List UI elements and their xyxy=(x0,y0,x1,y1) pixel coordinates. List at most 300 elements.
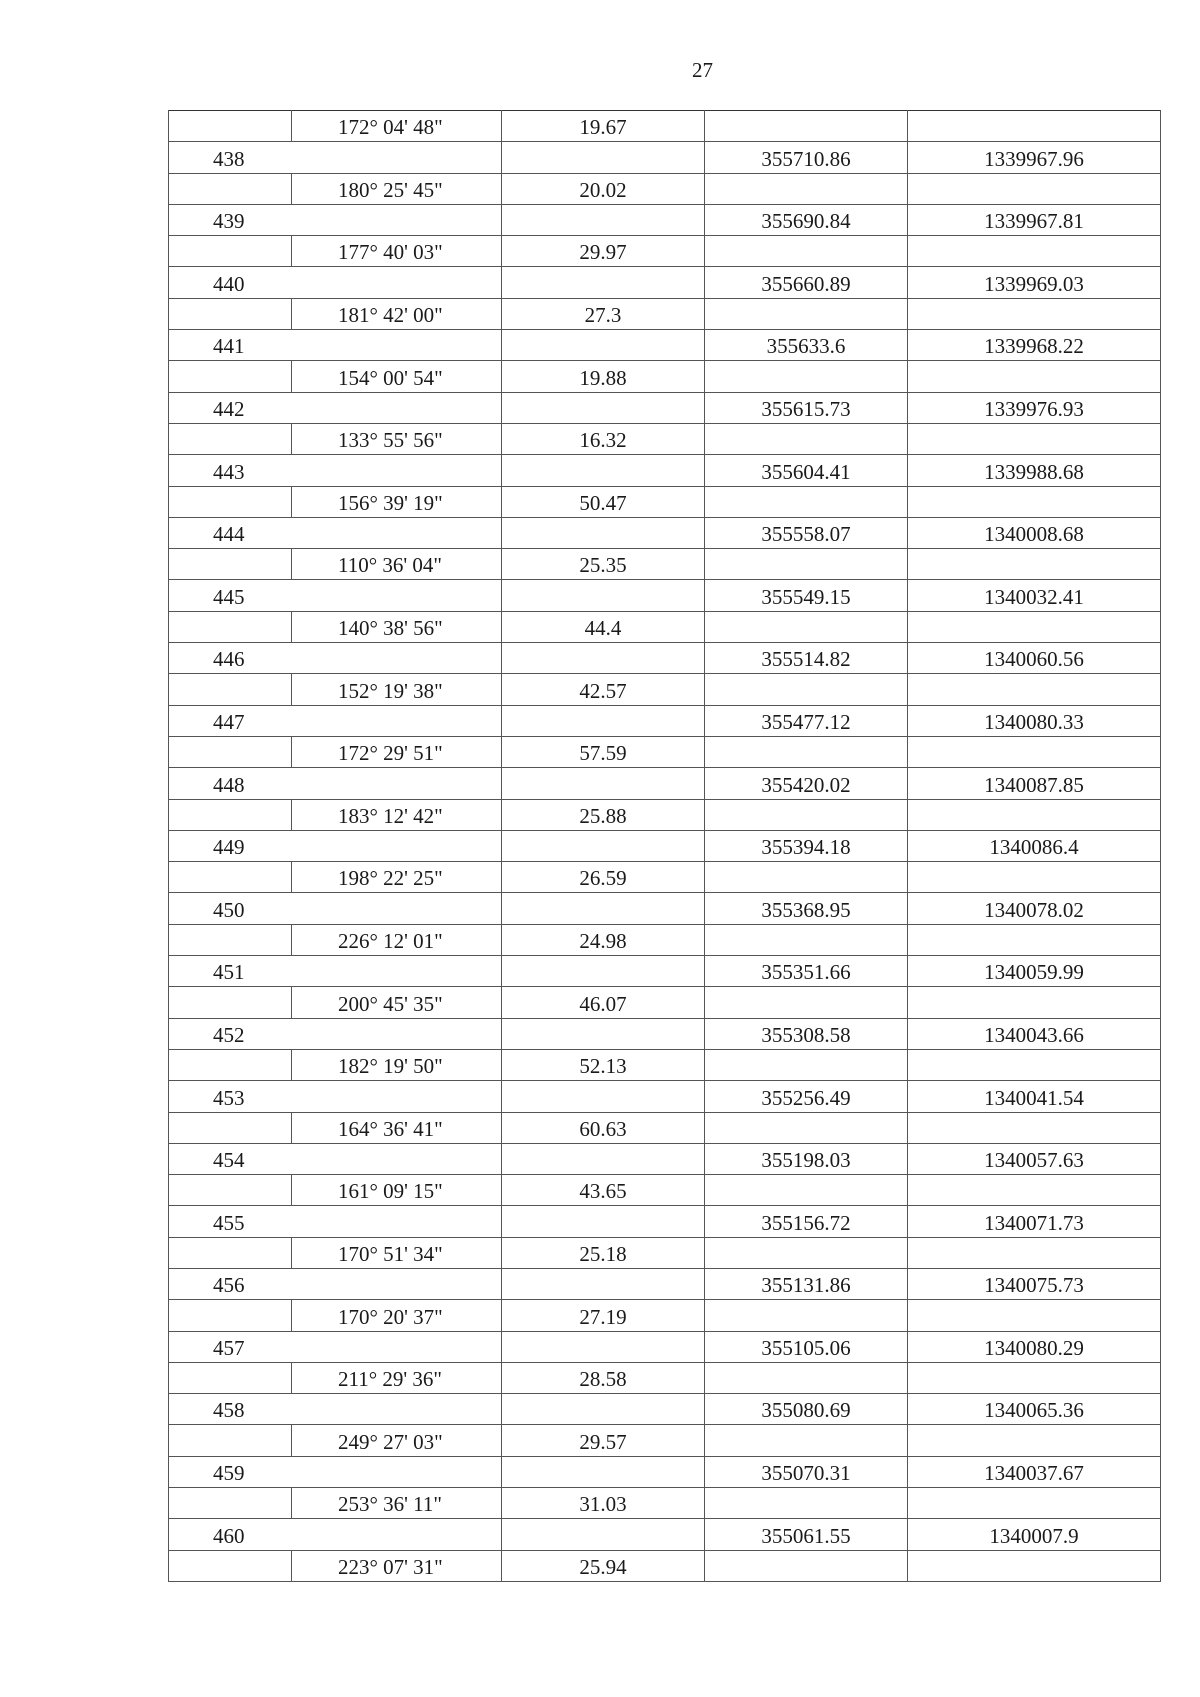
distance-cell xyxy=(502,768,705,799)
bearing-text: 223° 07' 31" xyxy=(338,1554,443,1579)
segment-row xyxy=(169,486,1161,517)
point-id-text: 442 xyxy=(213,396,245,421)
distance-cell xyxy=(502,517,705,548)
survey-coordinates-table xyxy=(168,110,1161,1582)
bearing-cell xyxy=(292,1394,502,1425)
x-coordinate-cell xyxy=(705,674,908,705)
point-row xyxy=(169,956,1161,987)
y-coordinate-text: 1340071.73 xyxy=(984,1210,1084,1235)
segment-row xyxy=(169,549,1161,580)
bearing-text: 170° 20' 37" xyxy=(338,1304,443,1329)
segment-row xyxy=(169,1550,1161,1581)
point-id-cell xyxy=(169,361,292,392)
point-id-text: 458 xyxy=(213,1398,245,1423)
distance-cell xyxy=(502,643,705,674)
distance-cell xyxy=(502,173,705,204)
bearing-cell xyxy=(292,1550,502,1581)
bearing-cell xyxy=(292,1112,502,1143)
y-coordinate-text: 1340041.54 xyxy=(984,1085,1084,1110)
bearing-cell xyxy=(292,236,502,267)
y-coordinate-cell xyxy=(908,1049,1161,1080)
x-coordinate-cell xyxy=(705,1049,908,1080)
point-id-cell xyxy=(169,643,292,674)
distance-text: 50.47 xyxy=(579,490,627,515)
x-coordinate-cell xyxy=(705,1206,908,1237)
x-coordinate-cell xyxy=(705,267,908,298)
point-row xyxy=(169,768,1161,799)
segment-row xyxy=(169,611,1161,642)
x-coordinate-cell xyxy=(705,1550,908,1581)
x-coordinate-cell xyxy=(705,1425,908,1456)
distance-cell xyxy=(502,1237,705,1268)
x-coordinate-text: 355308.58 xyxy=(761,1022,851,1047)
x-coordinate-cell xyxy=(705,1081,908,1112)
point-id-text: 445 xyxy=(213,584,245,609)
distance-cell xyxy=(502,611,705,642)
point-id-text: 443 xyxy=(213,459,245,484)
distance-cell xyxy=(502,736,705,767)
point-row xyxy=(169,580,1161,611)
y-coordinate-cell xyxy=(908,549,1161,580)
distance-text: 25.35 xyxy=(579,553,627,578)
distance-cell xyxy=(502,1394,705,1425)
y-coordinate-cell xyxy=(908,111,1161,142)
distance-text: 44.4 xyxy=(584,616,622,641)
point-id-text: 440 xyxy=(213,271,245,296)
point-id-text: 451 xyxy=(213,960,245,985)
point-id-cell xyxy=(169,1488,292,1519)
point-id-cell xyxy=(169,987,292,1018)
x-coordinate-cell xyxy=(705,236,908,267)
x-coordinate-cell xyxy=(705,142,908,173)
y-coordinate-text: 1340057.63 xyxy=(984,1148,1084,1173)
y-coordinate-cell xyxy=(908,580,1161,611)
segment-row xyxy=(169,924,1161,955)
x-coordinate-cell xyxy=(705,1112,908,1143)
distance-cell xyxy=(502,1519,705,1550)
bearing-cell xyxy=(292,1519,502,1550)
y-coordinate-cell xyxy=(908,987,1161,1018)
y-coordinate-cell xyxy=(908,142,1161,173)
point-id-text: 455 xyxy=(213,1210,245,1235)
point-row xyxy=(169,517,1161,548)
x-coordinate-text: 355394.18 xyxy=(761,835,851,860)
point-row xyxy=(169,705,1161,736)
y-coordinate-cell xyxy=(908,705,1161,736)
distance-text: 20.02 xyxy=(579,177,627,202)
point-id-cell xyxy=(169,1112,292,1143)
bearing-text: 172° 29' 51" xyxy=(338,741,443,766)
y-coordinate-cell xyxy=(908,1300,1161,1331)
y-coordinate-cell xyxy=(908,1206,1161,1237)
y-coordinate-cell xyxy=(908,643,1161,674)
distance-cell xyxy=(502,1425,705,1456)
point-id-text: 438 xyxy=(213,146,245,171)
distance-text: 31.03 xyxy=(579,1492,627,1517)
point-id-cell xyxy=(169,1456,292,1487)
x-coordinate-cell xyxy=(705,705,908,736)
x-coordinate-cell xyxy=(705,736,908,767)
point-id-text: 444 xyxy=(213,522,245,547)
bearing-cell xyxy=(292,486,502,517)
bearing-text: 183° 12' 42" xyxy=(338,803,443,828)
y-coordinate-text: 1339967.96 xyxy=(984,146,1084,171)
x-coordinate-text: 355477.12 xyxy=(761,709,851,734)
x-coordinate-text: 355710.86 xyxy=(761,146,851,171)
distance-cell xyxy=(502,1143,705,1174)
point-id-cell xyxy=(169,830,292,861)
segment-row xyxy=(169,1362,1161,1393)
point-id-cell xyxy=(169,1550,292,1581)
x-coordinate-text: 355615.73 xyxy=(761,396,851,421)
bearing-cell xyxy=(292,423,502,454)
bearing-cell xyxy=(292,705,502,736)
y-coordinate-cell xyxy=(908,392,1161,423)
distance-text: 25.94 xyxy=(579,1554,627,1579)
y-coordinate-cell xyxy=(908,361,1161,392)
segment-row xyxy=(169,1237,1161,1268)
segment-row xyxy=(169,361,1161,392)
y-coordinate-text: 1340059.99 xyxy=(984,960,1084,985)
distance-text: 29.57 xyxy=(579,1429,627,1454)
point-id-cell xyxy=(169,236,292,267)
point-id-text: 450 xyxy=(213,897,245,922)
distance-cell xyxy=(502,455,705,486)
x-coordinate-text: 355558.07 xyxy=(761,522,851,547)
y-coordinate-cell xyxy=(908,330,1161,361)
x-coordinate-text: 355061.55 xyxy=(761,1523,851,1548)
x-coordinate-cell xyxy=(705,298,908,329)
distance-cell xyxy=(502,1268,705,1299)
x-coordinate-cell xyxy=(705,862,908,893)
y-coordinate-cell xyxy=(908,893,1161,924)
point-id-cell xyxy=(169,111,292,142)
segment-row xyxy=(169,1488,1161,1519)
point-id-cell xyxy=(169,1206,292,1237)
bearing-text: 200° 45' 35" xyxy=(338,991,443,1016)
point-id-cell xyxy=(169,1394,292,1425)
x-coordinate-cell xyxy=(705,173,908,204)
distance-cell xyxy=(502,674,705,705)
y-coordinate-text: 1340080.29 xyxy=(984,1335,1084,1360)
point-row xyxy=(169,893,1161,924)
distance-text: 16.32 xyxy=(579,428,627,453)
bearing-text: 253° 36' 11" xyxy=(338,1492,442,1517)
y-coordinate-cell xyxy=(908,1268,1161,1299)
point-id-text: 447 xyxy=(213,709,245,734)
distance-cell xyxy=(502,830,705,861)
point-row xyxy=(169,1206,1161,1237)
distance-cell xyxy=(502,330,705,361)
y-coordinate-cell xyxy=(908,1394,1161,1425)
x-coordinate-cell xyxy=(705,423,908,454)
x-coordinate-cell xyxy=(705,987,908,1018)
distance-cell xyxy=(502,1550,705,1581)
y-coordinate-text: 1340087.85 xyxy=(984,772,1084,797)
x-coordinate-cell xyxy=(705,1300,908,1331)
bearing-cell xyxy=(292,1237,502,1268)
distance-cell xyxy=(502,1112,705,1143)
x-coordinate-text: 355351.66 xyxy=(761,960,851,985)
segment-row xyxy=(169,236,1161,267)
bearing-cell xyxy=(292,1143,502,1174)
bearing-cell xyxy=(292,330,502,361)
bearing-cell xyxy=(292,204,502,235)
distance-cell xyxy=(502,1206,705,1237)
point-id-cell xyxy=(169,423,292,454)
y-coordinate-cell xyxy=(908,1331,1161,1362)
x-coordinate-text: 355604.41 xyxy=(761,459,851,484)
point-id-cell xyxy=(169,1237,292,1268)
distance-cell xyxy=(502,111,705,142)
point-id-cell xyxy=(169,862,292,893)
distance-text: 27.3 xyxy=(584,303,622,328)
bearing-text: 110° 36' 04" xyxy=(338,553,442,578)
x-coordinate-cell xyxy=(705,1175,908,1206)
x-coordinate-text: 355549.15 xyxy=(761,584,851,609)
distance-text: 57.59 xyxy=(579,741,627,766)
x-coordinate-text: 355156.72 xyxy=(761,1210,851,1235)
segment-row xyxy=(169,736,1161,767)
y-coordinate-cell xyxy=(908,1519,1161,1550)
x-coordinate-cell xyxy=(705,799,908,830)
point-row xyxy=(169,204,1161,235)
point-row xyxy=(169,1081,1161,1112)
x-coordinate-cell xyxy=(705,1018,908,1049)
bearing-cell xyxy=(292,580,502,611)
x-coordinate-text: 355198.03 xyxy=(761,1148,851,1173)
bearing-cell xyxy=(292,173,502,204)
distance-text: 26.59 xyxy=(579,866,627,891)
point-id-text: 439 xyxy=(213,209,245,234)
distance-text: 25.18 xyxy=(579,1241,627,1266)
segment-row xyxy=(169,111,1161,142)
distance-cell xyxy=(502,1488,705,1519)
distance-text: 27.19 xyxy=(579,1304,627,1329)
bearing-cell xyxy=(292,768,502,799)
point-id-cell xyxy=(169,799,292,830)
y-coordinate-text: 1340080.33 xyxy=(984,709,1084,734)
y-coordinate-cell xyxy=(908,1362,1161,1393)
y-coordinate-text: 1340086.4 xyxy=(989,835,1079,860)
point-id-text: 452 xyxy=(213,1022,245,1047)
bearing-cell xyxy=(292,549,502,580)
distance-text: 43.65 xyxy=(579,1179,627,1204)
y-coordinate-cell xyxy=(908,236,1161,267)
y-coordinate-cell xyxy=(908,486,1161,517)
y-coordinate-text: 1340037.67 xyxy=(984,1461,1084,1486)
bearing-text: 182° 19' 50" xyxy=(338,1054,443,1079)
distance-cell xyxy=(502,267,705,298)
bearing-text: 170° 51' 34" xyxy=(338,1241,443,1266)
x-coordinate-cell xyxy=(705,1394,908,1425)
bearing-cell xyxy=(292,1300,502,1331)
y-coordinate-cell xyxy=(908,204,1161,235)
distance-text: 24.98 xyxy=(579,929,627,954)
y-coordinate-cell xyxy=(908,1488,1161,1519)
x-coordinate-text: 355080.69 xyxy=(761,1398,851,1423)
distance-cell xyxy=(502,392,705,423)
bearing-cell xyxy=(292,643,502,674)
x-coordinate-cell xyxy=(705,1268,908,1299)
distance-text: 60.63 xyxy=(579,1116,627,1141)
distance-cell xyxy=(502,1018,705,1049)
distance-cell xyxy=(502,361,705,392)
y-coordinate-cell xyxy=(908,423,1161,454)
bearing-cell xyxy=(292,142,502,173)
page-number: 27 xyxy=(692,58,713,82)
segment-row xyxy=(169,1175,1161,1206)
x-coordinate-text: 355070.31 xyxy=(761,1461,851,1486)
point-id-cell xyxy=(169,267,292,298)
x-coordinate-cell xyxy=(705,517,908,548)
bearing-cell xyxy=(292,1268,502,1299)
point-id-cell xyxy=(169,1175,292,1206)
bearing-cell xyxy=(292,267,502,298)
y-coordinate-cell xyxy=(908,830,1161,861)
point-id-cell xyxy=(169,517,292,548)
y-coordinate-cell xyxy=(908,956,1161,987)
distance-cell xyxy=(502,862,705,893)
bearing-cell xyxy=(292,298,502,329)
segment-row xyxy=(169,799,1161,830)
y-coordinate-text: 1340007.9 xyxy=(989,1523,1079,1548)
point-id-cell xyxy=(169,768,292,799)
distance-cell xyxy=(502,1456,705,1487)
bearing-cell xyxy=(292,1331,502,1362)
point-id-cell xyxy=(169,1331,292,1362)
y-coordinate-text: 1340065.36 xyxy=(984,1398,1084,1423)
y-coordinate-cell xyxy=(908,1237,1161,1268)
y-coordinate-cell xyxy=(908,1550,1161,1581)
bearing-text: 177° 40' 03" xyxy=(338,240,443,265)
bearing-text: 226° 12' 01" xyxy=(338,929,443,954)
segment-row xyxy=(169,1425,1161,1456)
distance-cell xyxy=(502,924,705,955)
x-coordinate-cell xyxy=(705,361,908,392)
point-row xyxy=(169,330,1161,361)
point-id-cell xyxy=(169,956,292,987)
y-coordinate-cell xyxy=(908,517,1161,548)
point-row xyxy=(169,643,1161,674)
y-coordinate-text: 1339976.93 xyxy=(984,396,1084,421)
y-coordinate-cell xyxy=(908,611,1161,642)
x-coordinate-text: 355420.02 xyxy=(761,772,851,797)
point-id-text: 446 xyxy=(213,647,245,672)
point-row xyxy=(169,392,1161,423)
distance-text: 46.07 xyxy=(579,991,627,1016)
bearing-text: 211° 29' 36" xyxy=(338,1367,442,1392)
y-coordinate-text: 1340078.02 xyxy=(984,897,1084,922)
point-id-cell xyxy=(169,674,292,705)
y-coordinate-cell xyxy=(908,862,1161,893)
x-coordinate-cell xyxy=(705,1237,908,1268)
distance-cell xyxy=(502,1049,705,1080)
point-id-text: 448 xyxy=(213,772,245,797)
segment-row xyxy=(169,862,1161,893)
y-coordinate-text: 1340008.68 xyxy=(984,522,1084,547)
x-coordinate-cell xyxy=(705,1331,908,1362)
point-id-cell xyxy=(169,330,292,361)
point-id-cell xyxy=(169,736,292,767)
point-id-text: 460 xyxy=(213,1523,245,1548)
segment-row xyxy=(169,1300,1161,1331)
y-coordinate-cell xyxy=(908,1456,1161,1487)
bearing-cell xyxy=(292,1206,502,1237)
x-coordinate-cell xyxy=(705,893,908,924)
point-id-text: 456 xyxy=(213,1273,245,1298)
distance-text: 29.97 xyxy=(579,240,627,265)
bearing-cell xyxy=(292,1488,502,1519)
distance-cell xyxy=(502,580,705,611)
bearing-text: 249° 27' 03" xyxy=(338,1429,443,1454)
distance-cell xyxy=(502,705,705,736)
x-coordinate-cell xyxy=(705,924,908,955)
distance-cell xyxy=(502,799,705,830)
distance-cell xyxy=(502,1300,705,1331)
point-id-cell xyxy=(169,1081,292,1112)
bearing-cell xyxy=(292,1081,502,1112)
x-coordinate-text: 355256.49 xyxy=(761,1085,851,1110)
point-id-cell xyxy=(169,142,292,173)
distance-cell xyxy=(502,1081,705,1112)
point-id-text: 449 xyxy=(213,835,245,860)
distance-cell xyxy=(502,549,705,580)
segment-row xyxy=(169,674,1161,705)
distance-cell xyxy=(502,1362,705,1393)
bearing-cell xyxy=(292,1049,502,1080)
bearing-cell xyxy=(292,956,502,987)
bearing-cell xyxy=(292,1456,502,1487)
bearing-text: 140° 38' 56" xyxy=(338,616,443,641)
segment-row xyxy=(169,1049,1161,1080)
point-row xyxy=(169,1331,1161,1362)
point-id-text: 453 xyxy=(213,1085,245,1110)
point-row xyxy=(169,1018,1161,1049)
x-coordinate-cell xyxy=(705,330,908,361)
point-id-text: 441 xyxy=(213,334,245,359)
distance-cell xyxy=(502,987,705,1018)
y-coordinate-text: 1340032.41 xyxy=(984,584,1084,609)
bearing-cell xyxy=(292,1362,502,1393)
y-coordinate-text: 1340043.66 xyxy=(984,1022,1084,1047)
y-coordinate-text: 1339969.03 xyxy=(984,271,1084,296)
bearing-cell xyxy=(292,611,502,642)
distance-cell xyxy=(502,486,705,517)
distance-cell xyxy=(502,204,705,235)
distance-cell xyxy=(502,423,705,454)
bearing-cell xyxy=(292,799,502,830)
point-id-cell xyxy=(169,893,292,924)
point-id-cell xyxy=(169,204,292,235)
point-id-cell xyxy=(169,705,292,736)
bearing-cell xyxy=(292,893,502,924)
y-coordinate-cell xyxy=(908,768,1161,799)
distance-text: 25.88 xyxy=(579,803,627,828)
y-coordinate-cell xyxy=(908,455,1161,486)
distance-text: 28.58 xyxy=(579,1367,627,1392)
bearing-cell xyxy=(292,517,502,548)
point-row xyxy=(169,1519,1161,1550)
y-coordinate-text: 1339988.68 xyxy=(984,459,1084,484)
point-id-cell xyxy=(169,486,292,517)
segment-row xyxy=(169,423,1161,454)
x-coordinate-cell xyxy=(705,611,908,642)
distance-cell xyxy=(502,956,705,987)
distance-text: 19.67 xyxy=(579,115,627,140)
distance-cell xyxy=(502,236,705,267)
distance-text: 42.57 xyxy=(579,678,627,703)
